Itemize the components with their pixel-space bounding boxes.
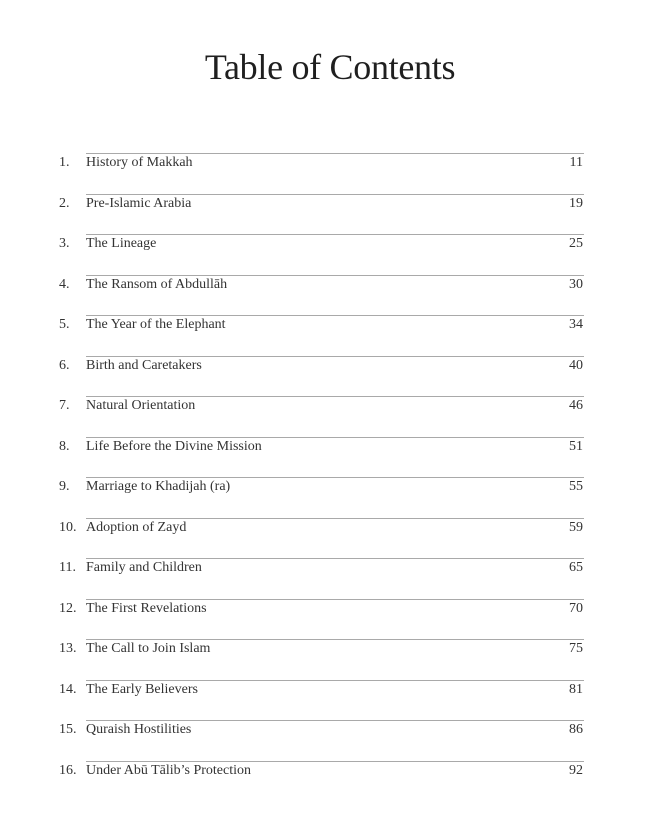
toc-entry[interactable]: [0, 356, 660, 396]
entry-number: 8.: [59, 438, 70, 454]
entry-page: 86: [569, 722, 583, 737]
entry-label: The Year of the Elephant: [86, 317, 226, 332]
entry-page: 81: [569, 681, 583, 697]
entry-page: 92: [569, 762, 583, 778]
toc-entry[interactable]: [0, 518, 660, 558]
toc-entry[interactable]: [0, 761, 660, 801]
entry-number: 5.: [59, 317, 70, 332]
toc-entry[interactable]: [0, 720, 660, 760]
entry-number: 16.: [59, 762, 77, 778]
toc-entry[interactable]: [0, 396, 660, 436]
toc-entry[interactable]: [0, 315, 660, 355]
entry-page: 34: [569, 317, 583, 332]
entry-page: 25: [569, 236, 583, 251]
entry-number: 1.: [59, 155, 70, 170]
toc-entry[interactable]: [0, 437, 660, 477]
entry-label: The Ransom of Abdullāh: [86, 276, 228, 292]
entry-number: 15.: [59, 722, 77, 737]
toc-entry[interactable]: [0, 680, 660, 720]
entry-number: 13.: [59, 641, 77, 656]
entry-number: 4.: [59, 276, 70, 292]
entry-label: History of Makkah: [86, 155, 193, 170]
entry-page: 65: [569, 560, 583, 575]
entry-label: Marriage to Khadijah (ra): [86, 479, 231, 494]
entry-page: 70: [569, 600, 583, 616]
entry-page: 75: [569, 641, 583, 656]
entry-rule: [86, 234, 584, 235]
toc-entry[interactable]: [0, 477, 660, 517]
entry-label: Pre-Islamic Arabia: [86, 195, 192, 211]
entry-page: 51: [569, 438, 583, 454]
toc-entry[interactable]: [0, 558, 660, 598]
entry-label: Natural Orientation: [86, 398, 196, 413]
entry-label: The Call to Join Islam: [86, 641, 211, 656]
toc-entry[interactable]: [0, 275, 660, 315]
entry-page: 55: [569, 479, 583, 494]
entry-page: 30: [569, 276, 583, 292]
entry-page: 46: [569, 398, 583, 413]
entry-label: Life Before the Divine Mission: [86, 438, 262, 454]
entry-page: 11: [569, 155, 583, 170]
toc-entry[interactable]: [0, 194, 660, 234]
entry-page: 59: [569, 519, 583, 535]
toc-entry[interactable]: [0, 599, 660, 639]
toc-entry[interactable]: [0, 153, 660, 193]
toc-entry[interactable]: [0, 639, 660, 679]
entry-number: 6.: [59, 357, 70, 373]
entry-number: 14.: [59, 681, 77, 697]
entry-label: The First Revelations: [86, 600, 207, 616]
entry-number: 9.: [59, 479, 70, 494]
entry-label: Quraish Hostilities: [86, 722, 192, 737]
page-title: Table of Contents: [204, 47, 456, 87]
entry-number: 2.: [59, 195, 70, 211]
entry-label: The Early Believers: [86, 681, 198, 697]
entry-label: Family and Children: [86, 560, 202, 575]
entry-number: 12.: [59, 600, 77, 616]
entry-number: 11.: [59, 560, 76, 575]
entry-page: 19: [569, 195, 583, 211]
entry-number: 3.: [59, 236, 70, 251]
entry-page: 40: [569, 357, 583, 373]
entry-label: The Lineage: [86, 236, 157, 251]
entry-number: 7.: [59, 398, 70, 413]
entry-label: Birth and Caretakers: [86, 357, 202, 373]
toc-entry[interactable]: [0, 234, 660, 274]
entry-label: Under Abū Tālib’s Protection: [86, 762, 251, 778]
entry-number: 10.: [59, 519, 77, 535]
entry-label: Adoption of Zayd: [86, 519, 187, 535]
